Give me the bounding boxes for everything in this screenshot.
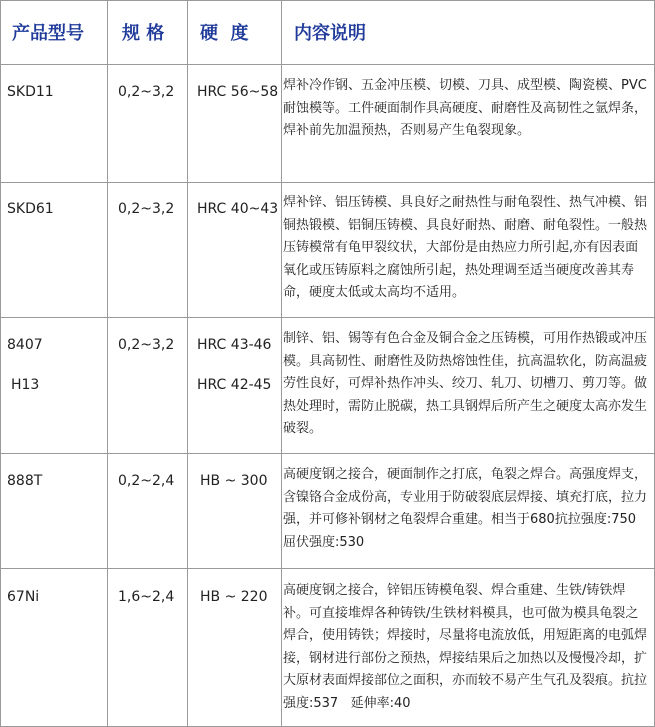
row-hardness: HB ~ 220 <box>200 589 268 605</box>
row-description: 制锌、铝、锡等有色合金及铜合金之压铸模，可用作热锻或冲压模。具高韧性、耐磨性及防热熔蚀性佳，抗高温软化，防高温疲劳性良好，可焊补热作冲头、绞刀、轧刀、切槽刀、剪刀等。做热处理时，需防止脱碳，热工具钢焊后所产生之硬度太高亦发生破裂。 <box>283 331 648 436</box>
row-description: 焊补冷作钢、五金冲压模、切模、刀具、成型模、陶瓷模、PVC耐蚀模等。工件硬面制作具高硬度、耐磨性及高韧性之氩焊条，焊补前先加温预热，否则易产生龟裂现象。 <box>283 78 648 138</box>
row-spec: 0,2~3,2 <box>118 201 175 217</box>
row-hardness: HRC 56~58 <box>197 84 279 100</box>
row-spec: 0,2~2,4 <box>118 473 175 489</box>
row-hardness: HRC 40~43 <box>197 201 279 217</box>
row-hardness: HRC 43-46 <box>197 337 272 353</box>
row-model-alt: H13 <box>11 377 40 393</box>
row-hardness: HB ~ 300 <box>200 473 268 489</box>
row-model: 888T <box>7 473 43 489</box>
row-spec: 0,2~3,2 <box>118 84 175 100</box>
header-model: 产品型号 <box>12 23 84 44</box>
row-hardness-alt: HRC 42-45 <box>197 377 272 393</box>
row-spec: 0,2~3,2 <box>118 337 175 353</box>
header-description: 内容说明 <box>294 23 366 44</box>
row-model: SKD11 <box>7 84 54 100</box>
row-spec: 1,6~2,4 <box>118 589 175 605</box>
header-hardness: 硬 度 <box>200 23 249 44</box>
row-model: 67Ni <box>7 589 40 605</box>
header-spec: 规 格 <box>122 23 165 44</box>
row-model: 8407 <box>7 337 43 353</box>
row-description: 高硬度钢之接合，锌铝压铸模龟裂、焊合重建、生铁/铸铁焊补。可直接堆焊各种铸铁/生铁材料模具，也可做为模具龟裂之焊合，使用铸铁；焊接时，尽量将电流放低，用短距离的电弧焊接，钢材进行部份之预热，焊接结果后之加热以及慢慢冷却，扩大原材表面焊接部位之面积，亦而较不易产生气孔及裂痕。抗拉强度:537 延伸率:40 <box>283 583 648 711</box>
row-description: 焊补锌、铝压铸模、具良好之耐热性与耐龟裂性、热气冲模、铝铜热锻模、铝铜压铸模、具良好耐热、耐磨、耐龟裂性。一般热压铸模常有龟甲裂纹状，大部份是由热应力所引起,亦有因表面氧化或压铸原料之腐蚀所引起，热处理调至适当硬度改善其寿命，硬度太低或太高均不适用。 <box>283 195 648 300</box>
row-description: 高硬度钢之接合，硬面制作之打底，龟裂之焊合。高强度焊支，含镍铬合金成份高，专业用于防破裂底层焊接、填充打底，拉力强，并可修补钢材之龟裂焊合重建。相当于680抗拉强度:750 屈伏强度:530 <box>283 467 648 550</box>
row-model: SKD61 <box>7 201 54 217</box>
